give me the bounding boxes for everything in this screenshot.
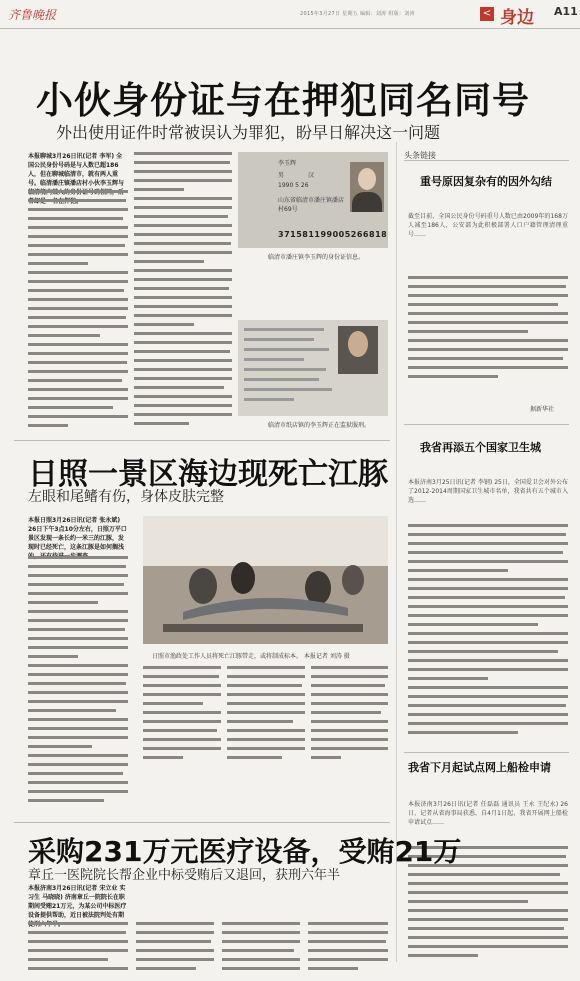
- masthead-logo: 齐鲁晚报: [8, 8, 57, 22]
- story1-photo1-caption: 临清市潘庄镇李玉辉的身份证信息。: [268, 254, 365, 261]
- story1-record-photo: [238, 320, 388, 416]
- idcard-number: 371581199005266818: [278, 230, 388, 239]
- sidebar-header: 头条链接: [404, 151, 436, 160]
- story1-column-1: [28, 190, 128, 430]
- dateline: 2015年3月27日 星期五 编辑：刘涛 组版：刘涛: [300, 11, 415, 17]
- story3-lead: 本报济南3月26日讯(记者 宋立业 实习生 马晓晓) 济南章丘一院院长在职期间受贿21万元，为某公司中标医疗设备提供帮助，近日被法院判处有期: [28, 885, 127, 919]
- idcard-birth: 1990 5 26: [278, 182, 309, 189]
- idcard-sex: 男: [278, 172, 285, 179]
- sidebar-item1-body: 截至目前，全国公民身份号码重号人数已由2009年的168万人减至186人，公安部为此积极部署人口户籍管理清理重号……: [408, 213, 568, 238]
- story3-headline: 采购231万元医疗设备，受贿21万: [28, 835, 462, 868]
- text-lines: [134, 152, 232, 430]
- sidebar-item1-title: 重号原因复杂有的因外勾结: [420, 175, 552, 188]
- text-lines: [408, 276, 568, 386]
- sidebar-rule: [404, 752, 569, 753]
- sidebar-header-rule: [404, 160, 569, 161]
- page-number: A11: [554, 5, 578, 18]
- story1-photo2-caption: 临清市纸店镇的李玉辉正在监狱服刑。: [268, 422, 371, 429]
- idcard-name: 李玉辉: [278, 160, 297, 167]
- section-tab: [480, 3, 548, 28]
- story2-photo: [143, 516, 388, 644]
- story3-columns: [28, 922, 388, 976]
- sidebar-item3-title: 我省下月起试点网上船检申请: [408, 761, 551, 774]
- story2-columns-lower: [143, 666, 388, 816]
- sidebar-item1-lines: [408, 276, 568, 386]
- text-lines: [28, 190, 128, 430]
- story1-headline: 小伙身份证与在押犯同名同号: [36, 79, 530, 122]
- record-screen-lines: [238, 320, 388, 416]
- section-label: 身边: [500, 8, 534, 28]
- story2-column-1: [28, 556, 128, 816]
- idcard-portrait: [350, 162, 384, 212]
- story1-column-2: [134, 152, 232, 430]
- sidebar-item3-body: 本报济南3月26日讯(记者 任磊磊 通讯员 王永 王纪永) 26日，记者从省海事局获悉，自4月1日起，我省开展网上船检申请试点……: [408, 801, 568, 826]
- text-lines: [28, 556, 128, 816]
- sidebar-item2-body: 本报济南3月25日讯(记者 李钢) 25日，全国爱卫会对外公布了2012-2014周期国家卫生城市名单，我省共有五个城市入选……: [408, 479, 568, 504]
- story-divider: [14, 440, 390, 441]
- sidebar-item1-source: 据新华社: [530, 406, 555, 413]
- story1-subhead: 外出使用证件时常被误认为罪犯，盼早日解决这一问题: [56, 123, 441, 142]
- idcard-address: 山东省临清市潘庄镇潘店村69号: [278, 197, 345, 213]
- sidebar-item2-title: 我省再添五个国家卫生城: [420, 441, 541, 454]
- story2-lead: 本报日照3月26日讯(记者 张永斌) 26日下午3点10分左右，日照万平口景区发现一条长约一米三的江豚，发现时已经死亡，这条江豚是如何搁浅: [28, 517, 127, 551]
- story-divider: [14, 822, 390, 823]
- text-lines: [408, 524, 568, 746]
- story1-idcard-photo: [238, 152, 388, 248]
- story2-subhead: 左眼和尾鳍有伤，身体皮肤完整: [28, 489, 224, 505]
- header-divider: [0, 28, 580, 29]
- section-arrow-icon: <: [480, 7, 494, 21]
- story3-subhead: 章丘一医院院长帮企业中标受贿后又退回，获刑六年半: [28, 868, 341, 883]
- story2-headline: 日照一景区海边现死亡江豚: [28, 457, 388, 492]
- photo-scene: [143, 516, 388, 644]
- idcard-ethnicity: 汉: [308, 172, 315, 179]
- text-lines: [28, 922, 388, 976]
- text-lines: [143, 666, 388, 816]
- story1-lead: 本报聊城3月26日讯(记者 李军) 全国公民身份号码是与人数已超186人，但在聊城临清市，就有两人重号。临清潘庄镇潘店村小伙李玉辉与: [28, 153, 125, 187]
- story2-photo-caption: 日照市渔政处工作人员将死亡江豚带走，或将制成标本。 本报记者 刘涛 摄: [152, 653, 350, 660]
- sidebar-rule: [404, 424, 569, 425]
- sidebar-item2-lines: [408, 524, 568, 746]
